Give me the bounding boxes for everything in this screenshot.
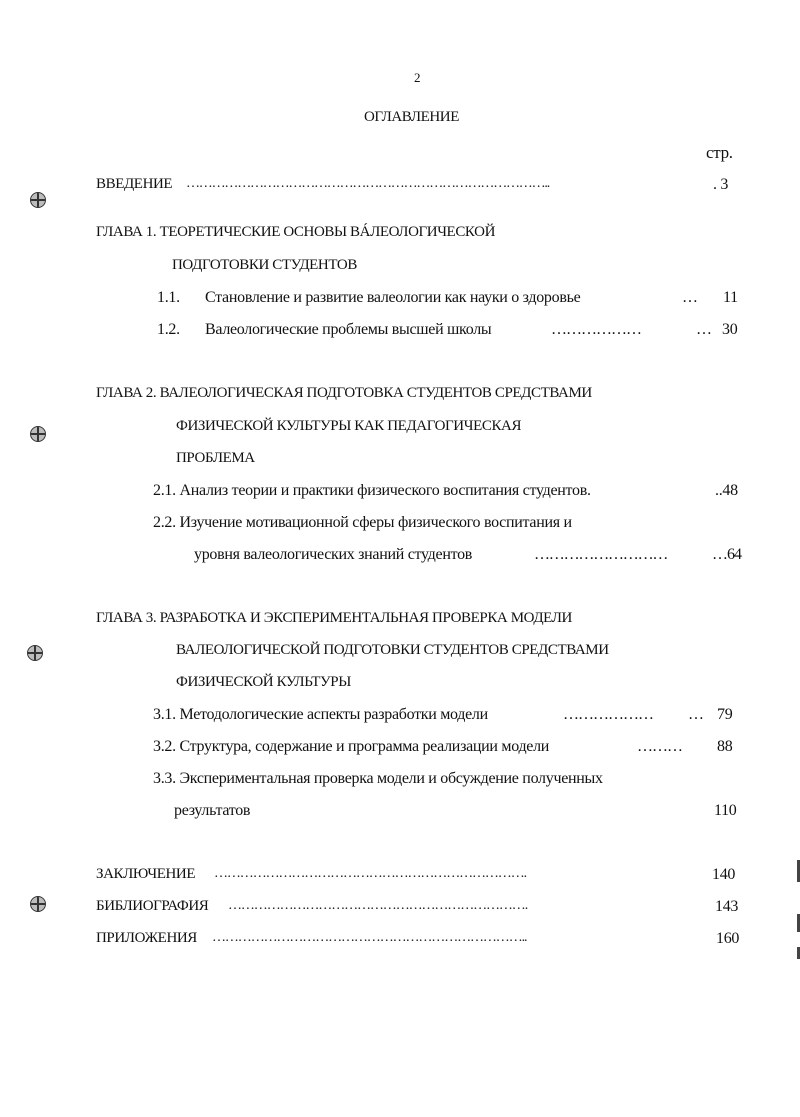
chapter-1-title-line2: ПОДГОТОВКИ СТУДЕНТОВ [172, 257, 357, 273]
section-3-3-page: 110 [714, 802, 737, 819]
section-2-1-page: ..48 [715, 482, 738, 499]
chapter-3-title-line2: ВАЛЕОЛОГИЧЕСКОЙ ПОДГОТОВКИ СТУДЕНТОВ СРЕДСТВАМИ [176, 642, 609, 658]
chapter-2-title-line1: ГЛАВА 2. ВАЛЕОЛОГИЧЕСКАЯ ПОДГОТОВКА СТУДЕНТОВ СРЕДСТВАМИ [96, 385, 592, 401]
toc-intro-leader: ………………………………………………………………………….. [186, 176, 550, 191]
page-column-label: стр. [706, 143, 733, 162]
chapter-2-title-line3: ПРОБЛЕМА [176, 450, 255, 466]
section-3-1-title: 3.1. Методологические аспекты разработки модели [153, 706, 488, 723]
section-3-1-leader-end: … [688, 706, 704, 723]
toc-intro-page: . 3 [713, 176, 729, 193]
section-3-2-leader: ……… [637, 738, 682, 755]
section-3-2-title: 3.2. Структура, содержание и программа реализации модели [153, 738, 550, 755]
section-1-2-title: Валеологические проблемы высшей школы [205, 321, 492, 338]
section-3-1-leader: ……………… [563, 706, 653, 723]
section-3-2-page: 88 [717, 738, 733, 755]
toc-appendices-label: ПРИЛОЖЕНИЯ [96, 930, 197, 946]
binder-hole-icon [30, 896, 46, 912]
section-1-1-title: Становление и развитие валеологии как науки о здоровье [205, 289, 581, 306]
section-1-1-page: 11 [723, 289, 738, 306]
chapter-3-title-line1: ГЛАВА 3. РАЗРАБОТКА И ЭКСПЕРИМЕНТАЛЬНАЯ ПРОВЕРКА МОДЕЛИ [96, 610, 572, 626]
chapter-1-title-line1: ГЛАВА 1. ТЕОРЕТИЧЕСКИЕ ОСНОВЫ ВÁЛЕОЛОГИЧЕСКОЙ [96, 224, 496, 240]
section-1-2-leader-end: … [696, 321, 712, 338]
toc-conclusion-leader: ………………………………………………………………. [214, 866, 527, 881]
binder-hole-icon [30, 192, 46, 208]
section-1-1-leader: … [682, 289, 698, 306]
section-3-1-page: 79 [717, 706, 733, 723]
toc-bibliography-label: БИБЛИОГРАФИЯ [96, 898, 209, 914]
section-1-1-number: 1.1. [157, 289, 180, 306]
section-2-2-leader: ……………………… [534, 546, 668, 563]
section-3-3-title-line2: результатов [174, 802, 251, 819]
section-2-1-title: 2.1. Анализ теории и практики физического воспитания студентов. [153, 482, 591, 499]
section-3-3-title-line1: 3.3. Экспериментальная проверка модели и обсуждение полученных [153, 770, 603, 787]
section-2-2-title-line2: уровня валеологических знаний студентов [194, 546, 473, 563]
binder-hole-icon [27, 645, 43, 661]
section-1-2-leader: ……………… [551, 321, 641, 338]
page-number: 2 [414, 70, 421, 85]
toc-conclusion-page: 140 [712, 866, 736, 883]
chapter-2-title-line2: ФИЗИЧЕСКОЙ КУЛЬТУРЫ КАК ПЕДАГОГИЧЕСКАЯ [176, 418, 522, 434]
toc-bibliography-page: 143 [715, 898, 739, 915]
chapter-3-title-line3: ФИЗИЧЕСКОЙ КУЛЬТУРЫ [176, 674, 351, 690]
section-1-2-page: 30 [722, 321, 738, 338]
toc-appendices-page: 160 [716, 930, 740, 947]
toc-bibliography-leader: ……………………………………………………………. [228, 898, 528, 913]
section-2-2-page: …64 [712, 546, 741, 563]
toc-conclusion-label: ЗАКЛЮЧЕНИЕ [96, 866, 196, 882]
section-1-2-number: 1.2. [157, 321, 180, 338]
toc-appendices-leader: ……………………………………………………………….. [212, 930, 527, 945]
section-2-2-title-line1: 2.2. Изучение мотивационной сферы физического воспитания и [153, 514, 572, 531]
page-title: ОГЛАВЛЕНИЕ [364, 109, 459, 125]
toc-intro-label: ВВЕДЕНИЕ [96, 176, 173, 192]
binder-hole-icon [30, 426, 46, 442]
